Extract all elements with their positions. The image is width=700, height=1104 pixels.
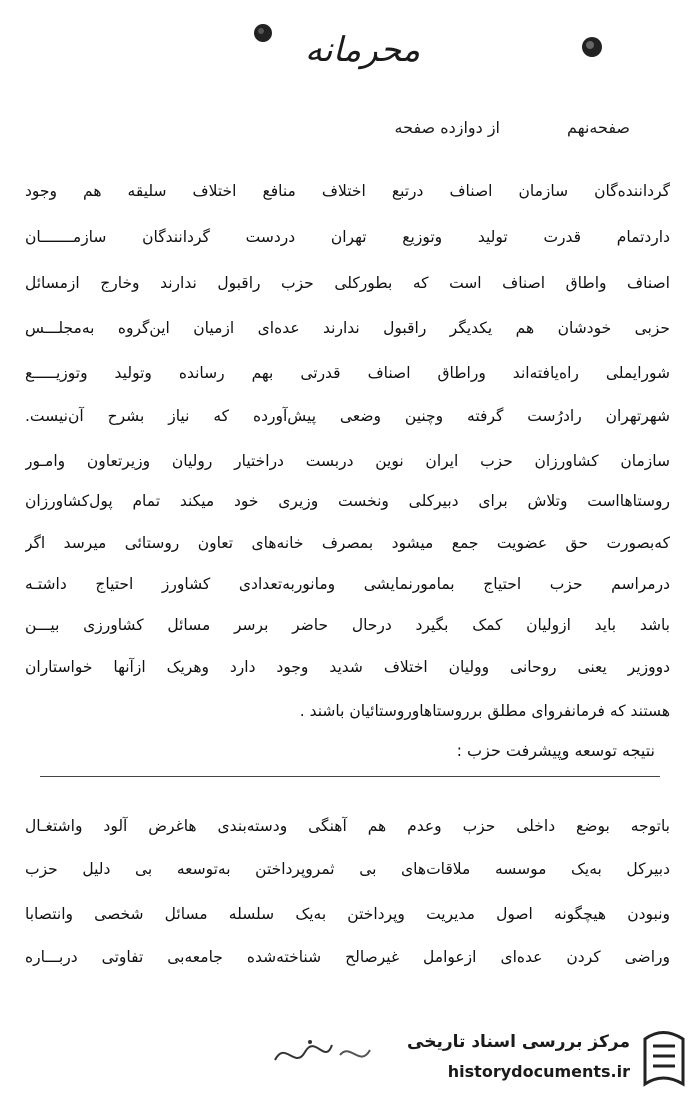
body-line: سازمان کشاورزان حزب ایران نوین دربست دراختیار رولیان وزیرتعاون وامـور: [25, 452, 670, 470]
watermark-title: مرکز بررسی اسناد تاریخی: [407, 1032, 630, 1052]
watermark-url: historydocuments.ir: [447, 1062, 630, 1081]
handwritten-scribble-icon: [270, 1030, 390, 1075]
body-line: وراضی کردن عده‌ای ازعوامل غیرصالح شناخته‌شده جامعه‌بی تفاوتی دربـــاره: [25, 948, 670, 966]
body-line: اصناف واطاق اصناف است که بطورکلی حزب راقبول ندارند وخارج ازمسائل: [25, 274, 670, 292]
body-line: باشد باید ازولیان کمک بگیرد درحال حاضر برسر مسائل کشاورزی بیـــن: [25, 616, 670, 634]
body-line: گرداننده‌گان سازمان اصناف درتبع اختلاف منافع اختلاف سلیقه هم وجود: [25, 182, 670, 200]
body-line: دووزیر یعنی روحانی وولیان اختلاف شدید وجود دارد وهریک ازآنها خواستاران: [25, 658, 670, 676]
body-line: درمراسم حزب احتیاج بمامورنمایشی ومانوربه‌تعدادی کشاورز احتیاج داشتـه: [25, 575, 670, 593]
body-line: شهرتهران رادرُست گرفته وچنین وضعی پیش‌آورده که نیاز بشرح آن‌نیست.: [25, 407, 670, 425]
body-line: دبیرکل به‌یک موسسه ملاقات‌های بی ثمروپرداختن به‌توسعه بی دلیل حزب: [25, 860, 670, 878]
body-line: روستاهااست وتلاش برای دبیرکلی ونخست وزیری خود میکند تمام پول‌کشاورزان: [25, 492, 670, 510]
archive-watermark: [405, 1024, 690, 1094]
section-subheading: نتیجه توسعه وپیشرفت حزب :: [456, 741, 655, 760]
body-line: شورایملی راه‌یافته‌اند وراطاق اصناف قدرتی بهم رسانده وتولید وتوزیـــــع: [25, 364, 670, 382]
body-line: که‌بصورت حق عضویت جمع میشود بمصرف خانه‌های تعاون روستائی میرسد اگر: [25, 534, 670, 552]
section-divider: [40, 776, 660, 777]
body-line: ونبودن هیچگونه اصول مدیریت وپرداختن به‌یک سلسله مسائل شخصی وانتصابا: [25, 905, 670, 923]
ink-blot-left-icon: [248, 18, 278, 48]
body-line: باتوجه بوضع داخلی حزب وعدم هم آهنگی ودسته‌بندی هاغرض آلود واشتغـال: [25, 817, 670, 835]
body-line: دارد‌تمام قدرت تولید وتوزیع تهران دردست گردانندگان سازمـــــــان: [25, 228, 670, 246]
body-line: حزبی خودشان هم یکدیگر راقبول ندارند عده‌ای ازمیان این‌گروه به‌مجلـــس: [25, 319, 670, 337]
body-line: هستند که فرمانفروای مطلق برروستاهاوروستائیان باشند .: [299, 702, 670, 720]
page-number-label: صفحه‌نهم: [566, 118, 630, 137]
handwritten-confidential-title: محرمانه: [305, 30, 421, 70]
archive-logo-icon: [635, 1024, 690, 1094]
page-count-label: از دوازده صفحه: [394, 118, 500, 137]
ink-blot-right-icon: [575, 30, 609, 64]
